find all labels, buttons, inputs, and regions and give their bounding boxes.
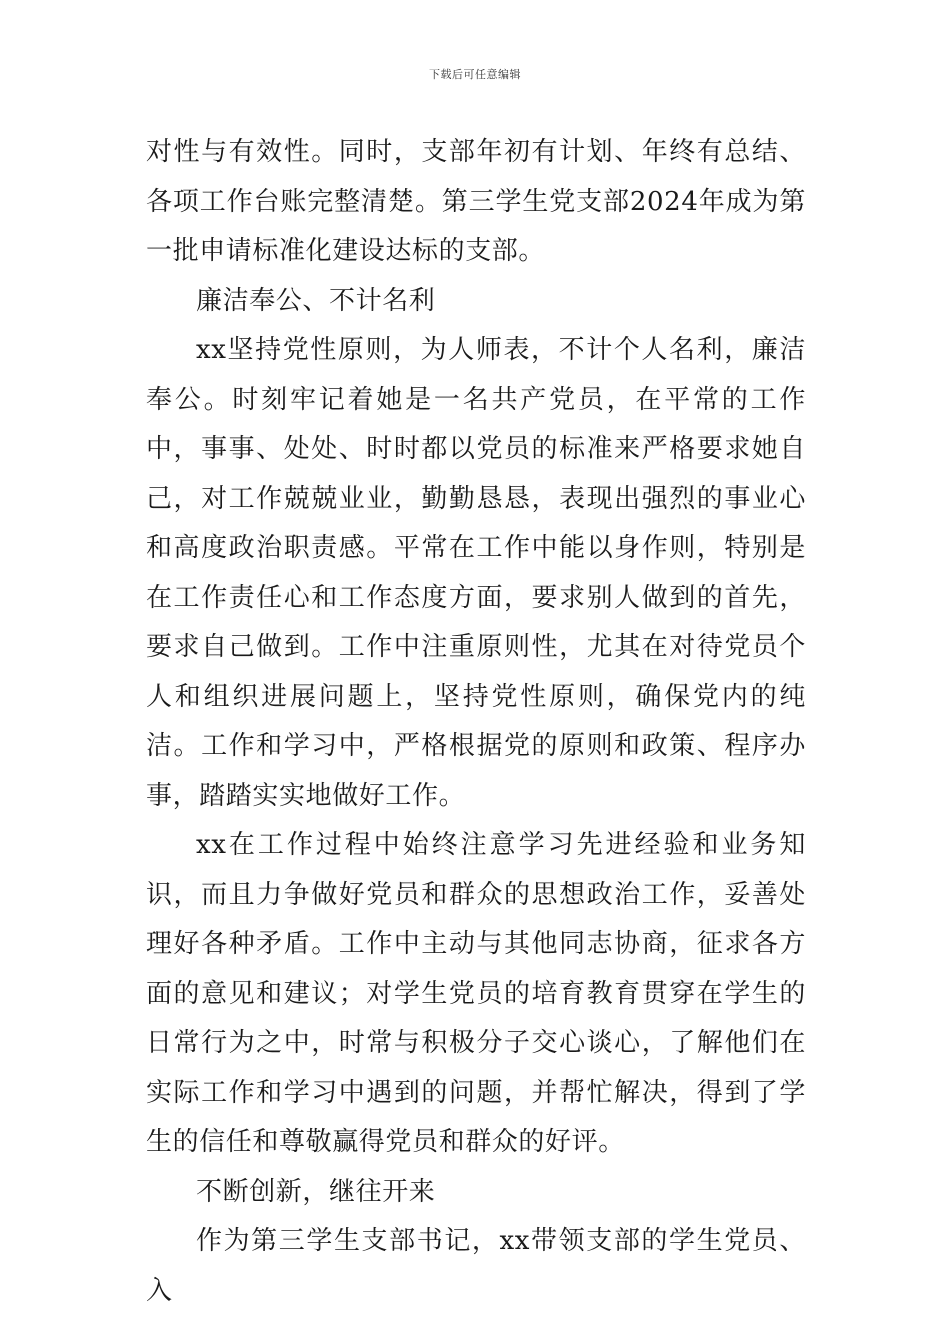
page-header: 下载后可任意编辑: [429, 68, 521, 81]
paragraph-innovation: 作为第三学生支部书记，xx带领支部的学生党员、入: [146, 1226, 806, 1306]
section-heading-innovation: 不断创新，继往开来: [196, 1176, 436, 1207]
paragraph-integrity: xx坚持党性原则，为人师表，不计个人名利，廉洁奉公。时刻牢记着她是一名共产党员，在平常的工作中，事事、处处、时时都以党员的标准来严格要求她自己，对工作兢兢业业，勤勤恳恳，表现出强烈的事业心和高度政治职责感。平常在工作中能以身作则，特别是在工作责任心和工作态度方面，要求别人做到的首先，要求自己做到。工作中注重原则性，尤其在对待党员个人和组织进展问题上，坚持党性原则，确保党内的纯洁。工作和学习中，严格根据党的原则和政策、程序办事，踏踏实实地做好工作。: [146, 335, 806, 811]
paragraph-continuation: 对性与有效性。同时，支部年初有计划、年终有总结、各项工作台账完整清楚。第三学生党支部2024年成为第一批申请标准化建设达标的支部。: [146, 137, 806, 266]
paragraph-learning: xx在工作过程中始终注意学习先进经验和业务知识，而且力争做好党员和群众的思想政治工作，妥善处理好各种矛盾。工作中主动与其他同志协商，征求各方面的意见和建议；对学生党员的培育教育贯穿在学生的日常行为之中，时常与积极分子交心谈心，了解他们在实际工作和学习中遇到的问题，并帮忙解决，得到了学生的信任和尊敬赢得党员和群众的好评。: [146, 830, 806, 1157]
document-body: [146, 128, 806, 1316]
section-heading-integrity: 廉洁奉公、不计名利: [196, 285, 436, 316]
